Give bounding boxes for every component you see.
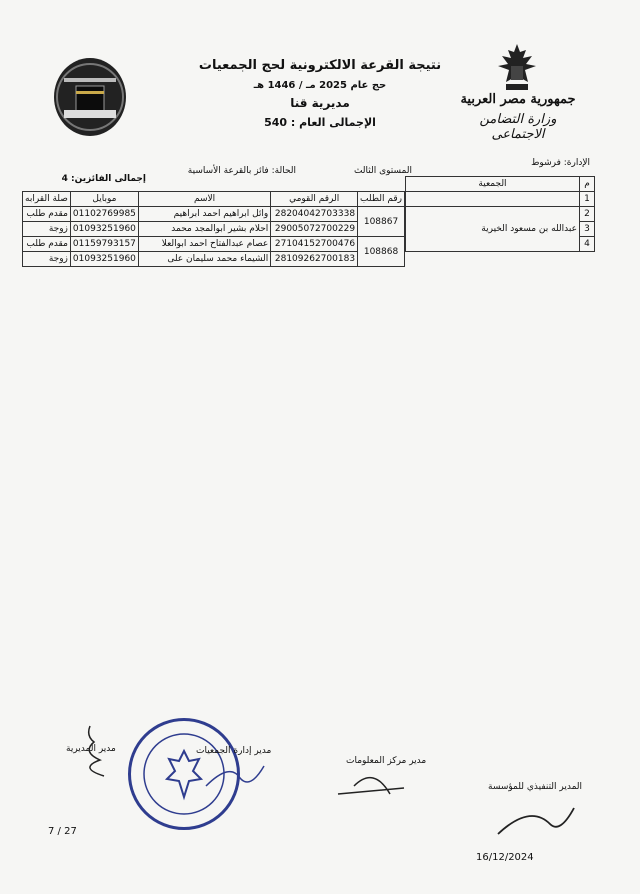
person-name: الشيماء محمد سليمان على: [138, 252, 270, 267]
info-center-manager-label: مدير مركز المعلومات: [346, 756, 427, 766]
eagle-emblem-icon: [492, 42, 542, 94]
mobile: 01093251960: [70, 252, 138, 267]
relation: زوجة: [23, 252, 71, 267]
relation: مقدم طلب: [23, 207, 71, 222]
document-date: 16/12/2024: [476, 852, 534, 863]
assoc-cell: عبدالله بن مسعود الخيرية: [406, 207, 580, 252]
page-title: نتيجة القرعة الالكترونية لحج الجمعيات: [198, 58, 442, 73]
request-number: 108867: [358, 207, 405, 237]
col-national-id-header: الرقم القومي: [271, 192, 358, 207]
page-number: 7 / 27: [48, 826, 77, 837]
winners-total: إجمالى الفائزين: 4: [61, 174, 146, 184]
ministry-name: وزارة التضامن الاجتماعى: [479, 112, 557, 142]
relation: زوجة: [23, 222, 71, 237]
mobile: 01159793157: [70, 237, 138, 252]
kaaba-logo: [54, 58, 126, 136]
signature-mark: [490, 794, 580, 844]
table-row: [23, 237, 405, 252]
national-id: 28109262700183: [271, 252, 358, 267]
row-num: 4: [580, 237, 595, 252]
signature-mark: [334, 764, 414, 804]
row-num: 2: [580, 207, 595, 222]
republic-name: جمهورية مصر العربية: [460, 92, 576, 107]
person-name: احلام بشير ابوالمجد محمد: [138, 222, 270, 237]
mobile: 01102769985: [70, 207, 138, 222]
winners-table: [22, 191, 405, 267]
table-row: [23, 207, 405, 222]
directorate-name: مديرية قنا: [290, 96, 350, 110]
signature-mark: [200, 756, 270, 796]
col-relation-header: صلة القرابه: [23, 192, 71, 207]
level-label: المستوى الثالث: [353, 166, 412, 176]
national-id: 29005072700229: [271, 222, 358, 237]
row-num: 3: [580, 222, 595, 237]
grand-total: الإجمالى العام : 540: [264, 116, 376, 129]
col-assoc-header: الجمعية: [406, 177, 580, 192]
administration-label: الإدارة: فرشوط: [531, 158, 590, 168]
national-id: 28204042703338: [271, 207, 358, 222]
hajj-year: حج عام 2025 مـ / 1446 هـ: [253, 80, 387, 91]
signature-mark: [60, 722, 120, 782]
row-num: 1: [580, 192, 595, 207]
status-label: الحالة: فائز بالقرعة الأساسية: [187, 166, 296, 176]
person-name: وائل ابراهيم احمد ابراهيم: [138, 207, 270, 222]
executive-manager-label: المدير التنفيذي للمؤسسة: [488, 782, 583, 792]
request-number: 108868: [358, 237, 405, 267]
directorate-manager-label: مدير المديرية: [66, 744, 116, 754]
association-table: [405, 176, 595, 252]
table-row: [23, 222, 405, 237]
relation: مقدم طلب: [23, 237, 71, 252]
col-mobile-header: موبايل: [70, 192, 138, 207]
col-request-header: رقم الطلب: [358, 192, 405, 207]
col-num-header: م: [580, 177, 595, 192]
kaaba-icon: [54, 58, 126, 136]
table-row: [23, 252, 405, 267]
mobile: 01093251960: [70, 222, 138, 237]
assoc-cell: [406, 192, 580, 207]
col-name-header: الاسم: [138, 192, 270, 207]
national-id: 27104152700476: [271, 237, 358, 252]
assoc-admin-manager-label: مدير إدارة الجمعيات: [196, 746, 272, 756]
person-name: عصام عبدالفتاح احمد ابوالعلا: [138, 237, 270, 252]
